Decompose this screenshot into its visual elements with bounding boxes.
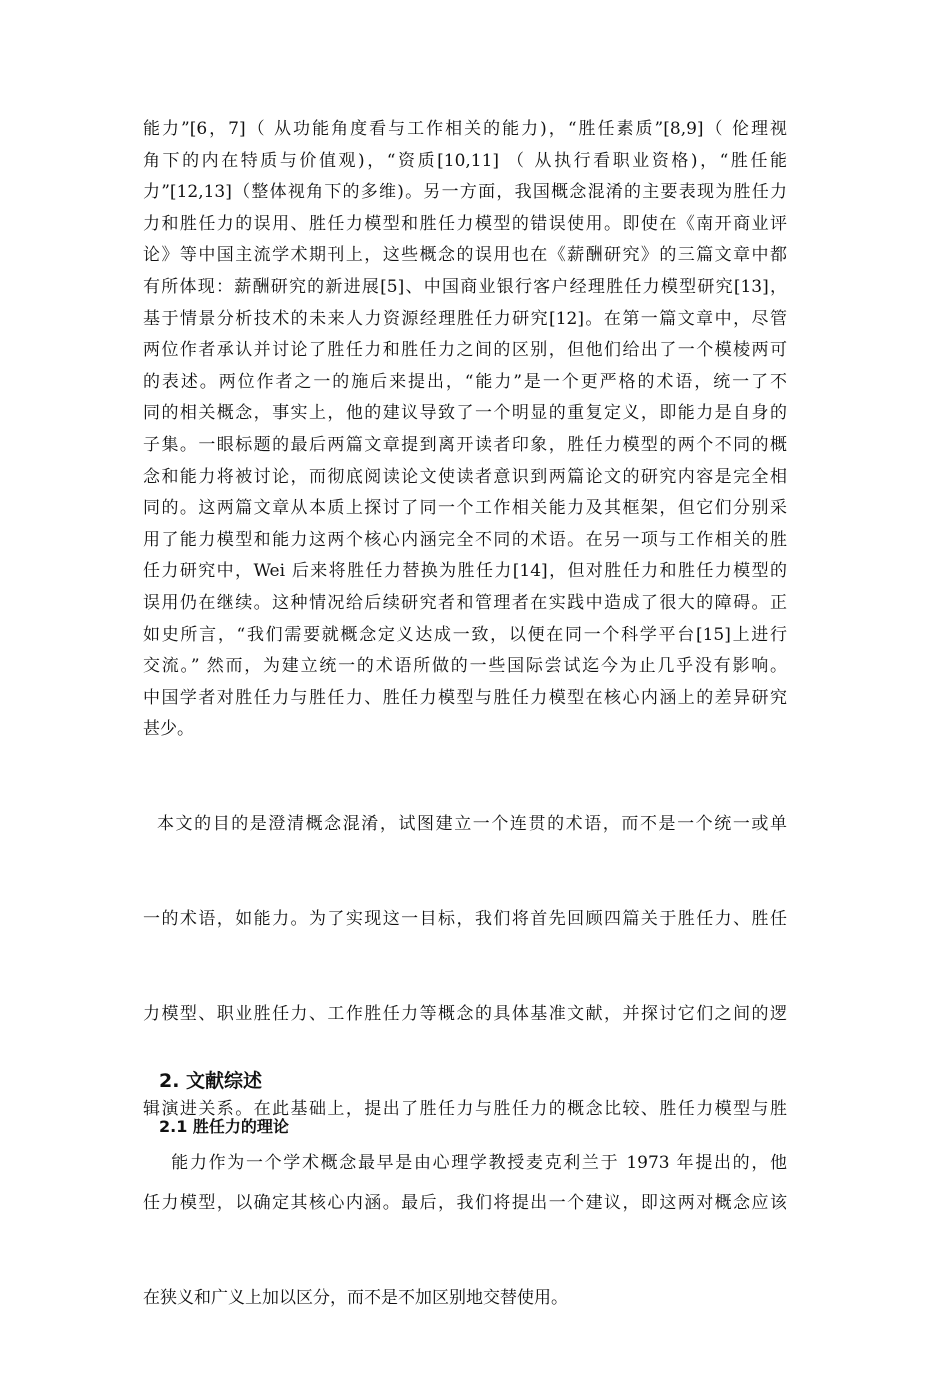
text-line: 两位作者承认并讨论了胜任力和胜任力之间的区别，但他们给出了一个模棱两可 — [143, 340, 787, 361]
text-line: 任力模型，以确定其核心内涵。最后，我们将提出一个建议，即这两对概念应该 — [143, 1193, 787, 1214]
text-line: 一的术语，如能力。为了实现这一目标，我们将首先回顾四篇关于胜任力、胜任 — [143, 908, 787, 929]
body-paragraph-3 — [143, 1148, 787, 1180]
subsection-heading: 2.1 胜任力的理论 — [159, 1117, 289, 1136]
text-line: 能力作为一个学术概念最早是由心理学教授麦克利兰于 1973 年提出的，他 — [143, 1153, 787, 1173]
text-line: 任力研究中，Wei 后来将胜任力替换为胜任力[14]，但对胜任力和胜任力模型的 — [143, 561, 787, 582]
text-line: 同的。这两篇文章从本质上探讨了同一个工作相关能力及其框架，但它们分别采 — [143, 498, 787, 519]
text-line: 用了能力模型和能力这两个核心内涵完全不同的术语。在另一项与工作相关的胜 — [143, 529, 787, 550]
text-line: 本文的目的是澄清概念混淆，试图建立一个连贯的术语，而不是一个统一或单 — [143, 814, 787, 835]
body-paragraph-1 — [143, 114, 787, 746]
text-line: 子集。一眼标题的最后两篇文章提到离开读者印象，胜任力模型的两个不同的概 — [143, 434, 787, 455]
text-line: 在狭义和广义上加以区分，而不是不加区别地交替使用。 — [143, 1288, 568, 1309]
text-line: 有所体现：薪酬研究的新进展[5]、中国商业银行客户经理胜任力模型研究[13]， — [143, 276, 787, 297]
text-line: 角下的内在特质与价值观)，“资质[10,11] （ 从执行看职业资格)，“胜任能 — [143, 150, 787, 171]
text-line: 力模型、职业胜任力、工作胜任力等概念的具体基准文献，并探讨它们之间的逻 — [143, 1003, 787, 1024]
text-line: 论》等中国主流学术期刊上，这些概念的误用也在《薪酬研究》的三篇文章中都 — [143, 245, 787, 266]
text-line: 交流。” 然而，为建立统一的术语所做的一些国际尝试迄今为止几乎没有影响。 — [143, 656, 787, 677]
text-line: 误用仍在继续。这种情况给后续研究者和管理者在实践中造成了很大的障碍。正 — [143, 592, 787, 613]
text-line: 同的相关概念，事实上，他的建议导致了一个明显的重复定义，即能力是自身的 — [143, 403, 787, 424]
section-heading: 2. 文献综述 — [159, 1070, 263, 1092]
text-line: 辑演进关系。在此基础上，提出了胜任力与胜任力的概念比较、胜任力模型与胜 — [143, 1098, 787, 1119]
text-line: 中国学者对胜任力与胜任力、胜任力模型与胜任力模型在核心内涵上的差异研究 — [143, 687, 787, 708]
text-line: 的表述。两位作者之一的施后来提出，“能力”是一个更严格的术语，统一了不 — [143, 371, 787, 392]
body-paragraph-2 — [143, 746, 787, 1378]
text-line: 能力”[6，7]（ 从功能角度看与工作相关的能力)，“胜任素质”[8,9]（ 伦理视 — [143, 119, 787, 139]
text-line: 如史所言，“我们需要就概念定义达成一致，以便在同一个科学平台[15]上进行 — [143, 624, 787, 645]
text-line: 基于情景分析技术的未来人力资源经理胜任力研究[12]。在第一篇文章中，尽管 — [143, 308, 787, 329]
text-line: 念和能力将被讨论，而彻底阅读论文使读者意识到两篇论文的研究内容是完全相 — [143, 466, 787, 487]
text-line: 力和胜任力的误用、胜任力模型和胜任力模型的错误使用。即使在《南开商业评 — [143, 213, 787, 234]
text-line: 甚少。 — [143, 719, 194, 740]
text-line: 力”[12,13]（整体视角下的多维)。另一方面，我国概念混淆的主要表现为胜任力 — [143, 182, 787, 203]
